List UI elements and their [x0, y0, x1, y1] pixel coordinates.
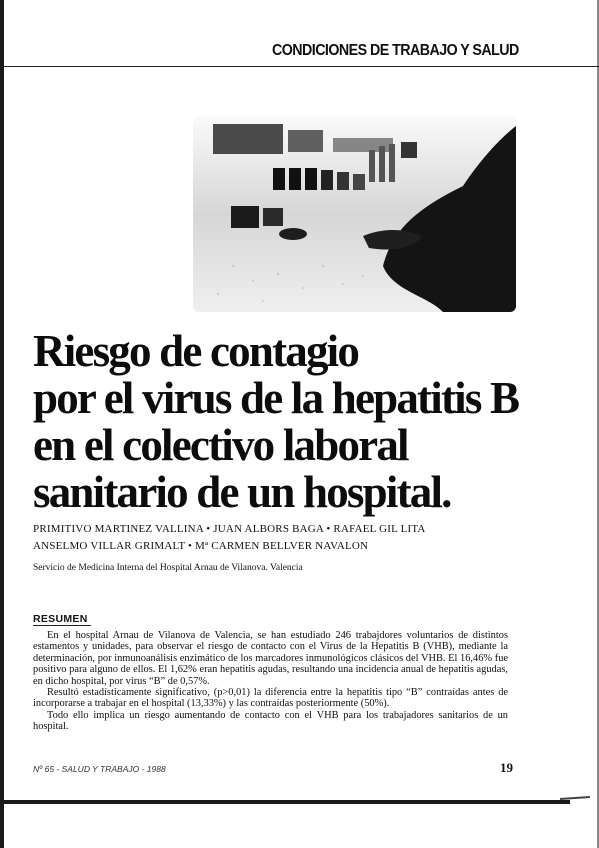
author-line: PRIMITIVO MARTINEZ VALLINA • JUAN ALBORS BAGA • RAFAEL GIL LITA — [33, 523, 426, 535]
author-line: ANSELMO VILLAR GRIMALT • Mª CARMEN BELLVER NAVALON — [33, 540, 369, 552]
lab-scene-image — [193, 116, 516, 312]
abstract-heading-underline — [33, 625, 91, 626]
bottom-rule-tail — [560, 796, 590, 800]
affiliation: Servicio de Medicina Interna del Hospital Arnau de Vilanova. Valencia — [33, 563, 303, 573]
header-rule — [0, 66, 599, 67]
title-line: por el virus de la hepatitis B — [33, 373, 519, 423]
abstract-paragraph: En el hospital Arnau de Vilanova de Valencia, se han estudiado 246 trabajdores voluntarios de distintos estamentos y unidades, para observar el riesgo de contacto con el Virus de la Hepatitis B (VHB), mediante la determinación, por inmunoanálisis enzimático de los marcadores inmunológicos clásicos del VHB. El 16,46% fue positivo para alguno de ellos. El 1,62% eran hepatitis agudas, resultando una incidencia anual de hepatitis agudas, en dicho hospital, por virus “B” de 0,57%. — [33, 630, 508, 687]
author-list — [33, 521, 578, 555]
title-line: sanitario de un hospital. — [33, 467, 451, 517]
section-header: CONDICIONES DE TRABAJO Y SALUD — [272, 42, 519, 59]
abstract-body — [33, 630, 508, 733]
title-line: Riesgo de contagio — [33, 326, 359, 376]
article-title — [33, 328, 578, 516]
publication-footer: Nº 65 - SALUD Y TRABAJO - 1988 — [33, 764, 166, 774]
scan-left-edge — [0, 0, 4, 848]
abstract-paragraph: Resultó estadísticamente significativo, (p>0,01) la diferencia entre la hepatitis tipo “B” contraídas antes de incorporarse a trabajar en el hospital (13,33%) y las contraídas posteriormente (50%). — [33, 687, 508, 710]
article-photo — [193, 116, 516, 312]
page-number: 19 — [500, 760, 513, 775]
bottom-rule — [0, 800, 570, 804]
title-line: en el colectivo laboral — [33, 420, 408, 470]
abstract-paragraph: Todo ello implica un riesgo aumentando de contacto con el VHB para los trabajadores sanitarios de un hospital. — [33, 709, 508, 733]
abstract-heading: RESUMEN — [33, 613, 88, 625]
